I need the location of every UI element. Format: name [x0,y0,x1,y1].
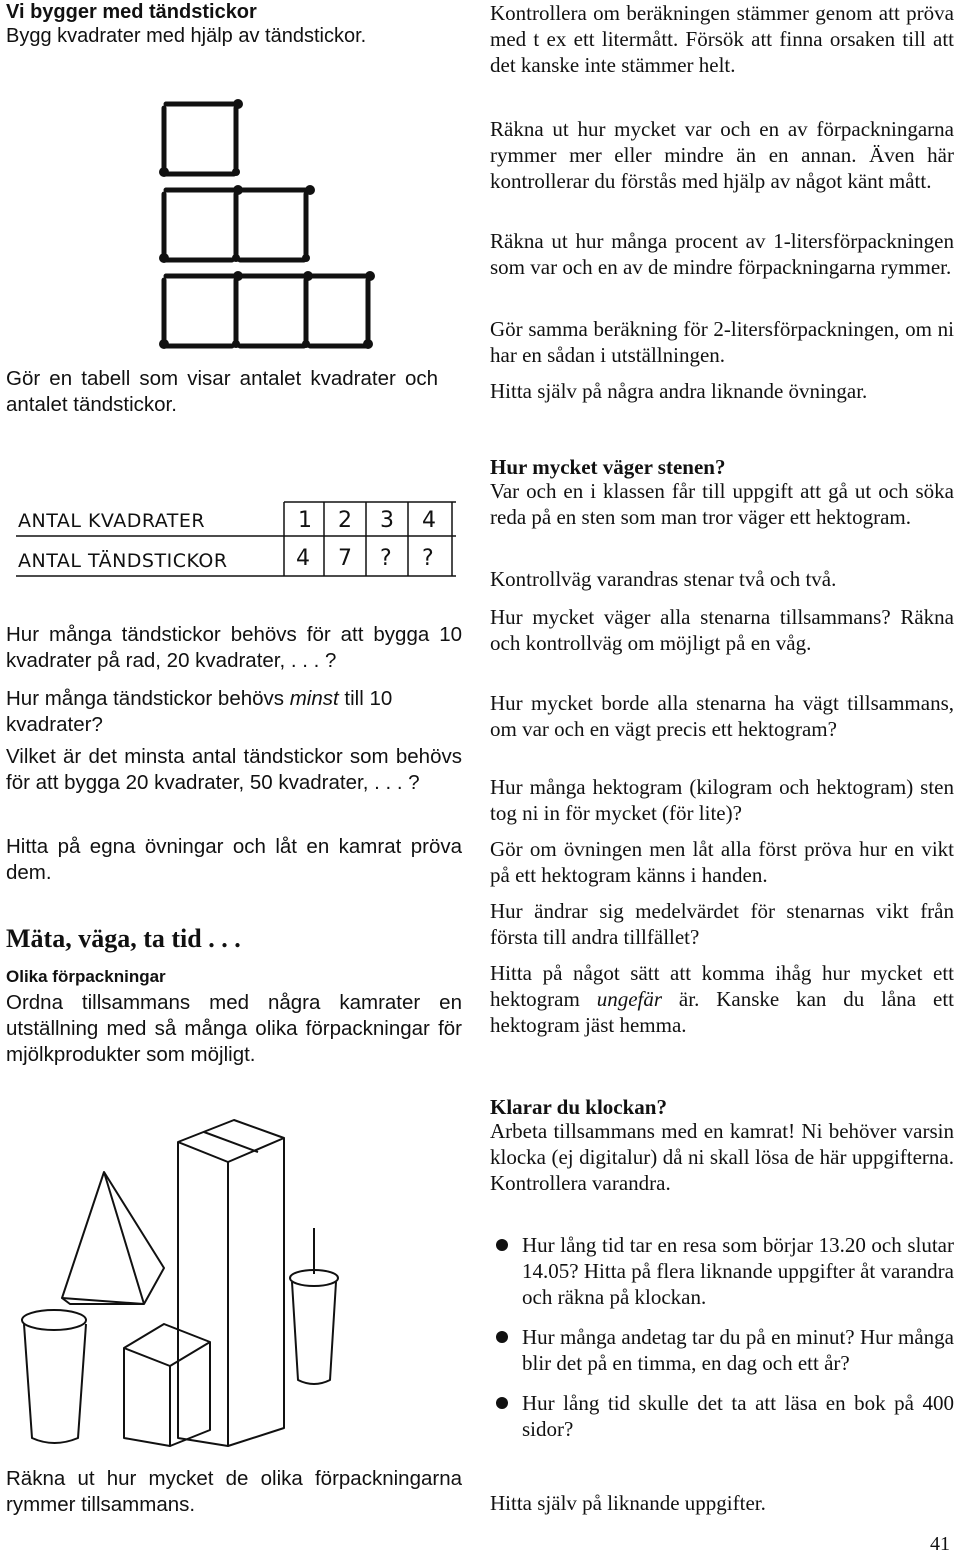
question-minimum-pre: Hur många tändstickor behövs [6,687,290,710]
clock-task-text: Hur många andetag tar du på en minut? Hur många blir det på en timma, en dag och ett år? [522,1325,954,1375]
clock-intro: Arbeta tillsammans med en kamrat! Ni behöver varsin klocka (ej digitalur) då ni skall lösa de här uppgifterna. Kontrollera varandra. [490,1119,954,1195]
matchstick-squares-illustration [156,94,376,356]
packaging-subheading: Olika förpackningar [6,967,166,986]
question-minimum-emphasis: minst [289,687,339,710]
compare-packages-text: Räkna ut hur mycket var och en av förpackningarna rymmer mer eller mindre än en annan. Även här kontrollerar du förstås med hjälp av något känt mått. [490,117,954,193]
stone-remember-post: är. Kanske kan du låna ett hektogram jäst hemma. [490,987,955,1037]
stone-feel-weight: Gör om övningen men låt alla först pröva hur en vikt på ett hektogram känns i handen. [490,837,954,887]
question-minimum-post: till 10 kvadrater? [6,687,393,736]
cell-matches-4: ? [422,546,435,571]
question-20-squares: Vilket är det minsta antal tändstickor som behövs för att bygga 20 kvadrater, 50 kvadrater, . . . ? [6,745,462,794]
cell-squares-4: 4 [422,508,437,533]
clock-task-list [490,1232,954,1452]
stone-expected-weight: Hur mycket borde alla stenarna ha vägt tillsammans, om var och en vägt precis ett hektogram? [490,691,954,741]
page-number: 41 [930,1533,950,1555]
closing-text: Hitta själv på liknande uppgifter. [490,1491,766,1515]
stone-average: Hur ändrar sig medelvärdet för stenarnas vikt från första till andra tillfället? [490,899,954,949]
stone-check-pairs: Kontrollväg varandras stenar två och två. [490,567,837,591]
bullet-dot [496,1397,508,1409]
clock-heading: Klarar du klockan? [490,1095,667,1119]
row-label-matches: ANTAL TÄNDSTICKOR [18,550,228,572]
clock-task-item [490,1324,954,1376]
stone-remember-emphasis: ungefär [596,987,663,1011]
row-label-squares: ANTAL KVADRATER [18,510,206,532]
question-10-squares: Hur många tändstickor behövs för att bygga 10 kvadrater på rad, 20 kvadrater, . . . ? [6,623,462,672]
stone-remember-pre: Hitta på något sätt att komma ihåg hur mycket ett hektogram [490,961,954,1011]
table-prompt: Gör en tabell som visar antalet kvadrater och antalet tändstickor. [6,367,438,416]
similar-exercises-text: Hitta själv på några andra liknande övningar. [490,379,868,403]
cell-squares-3: 3 [380,508,395,533]
packaging-caption: Räkna ut hur mycket de olika förpackningarna rymmer tillsammans. [6,1467,462,1516]
stone-intro: Var och en i klassen får till uppgift att gå ut och söka reda på en sten som man tror väger ett hektogram. [490,479,954,529]
cell-matches-3: ? [380,546,393,571]
stone-remember [490,960,954,1038]
stone-difference: Hur många hektogram (kilogram och hektogram) sten tog ni in för mycket (för lite)? [490,775,954,825]
clock-task-text: Hur lång tid tar en resa som börjar 13.20 och slutar 14.05? Hitta på flera liknande uppgifter åt varandra och räkna på klockan. [522,1233,954,1309]
matchstick-intro: Bygg kvadrater med hjälp av tändstickor. [6,25,367,47]
cell-matches-1: 4 [296,546,311,571]
percent-text: Räkna ut hur många procent av 1-litersförpackningen som var och en av de mindre förpackningarna rymmer. [490,229,954,279]
check-calculation-text: Kontrollera om beräkningen stämmer genom att pröva med t ex ett litermått. Försök att finna orsaken till att det kanske inte stämmer helt. [490,1,954,77]
clock-task-text: Hur lång tid skulle det ta att läsa en bok på 400 sidor? [522,1391,954,1441]
bullet-dot [496,1239,508,1251]
cell-squares-2: 2 [338,508,353,533]
stone-total-weight: Hur mycket väger alla stenarna tillsammans? Räkna och kontrollväg om möjligt på en våg. [490,605,954,655]
question-minimum [6,686,462,738]
packaging-text: Ordna tillsammans med några kamrater en utställning med så många olika förpackningar för mjölkprodukter som möjligt. [6,991,462,1066]
bullet-dot [496,1331,508,1343]
own-exercises-text: Hitta på egna övningar och låt en kamrat pröva dem. [6,835,462,884]
cell-squares-1: 1 [298,508,313,533]
stone-heading: Hur mycket väger stenen? [490,455,726,479]
packaging-illustration [14,1108,344,1448]
clock-task-item [490,1390,954,1442]
matchstick-title: Vi bygger med tändstickor [6,1,257,23]
two-liter-text: Gör samma beräkning för 2-litersförpackningen, om ni har en sådan i utställningen. [490,317,954,367]
section-heading: Mäta, väga, ta tid . . . [6,924,241,953]
clock-task-item [490,1232,954,1310]
cell-matches-2: 7 [338,546,353,571]
